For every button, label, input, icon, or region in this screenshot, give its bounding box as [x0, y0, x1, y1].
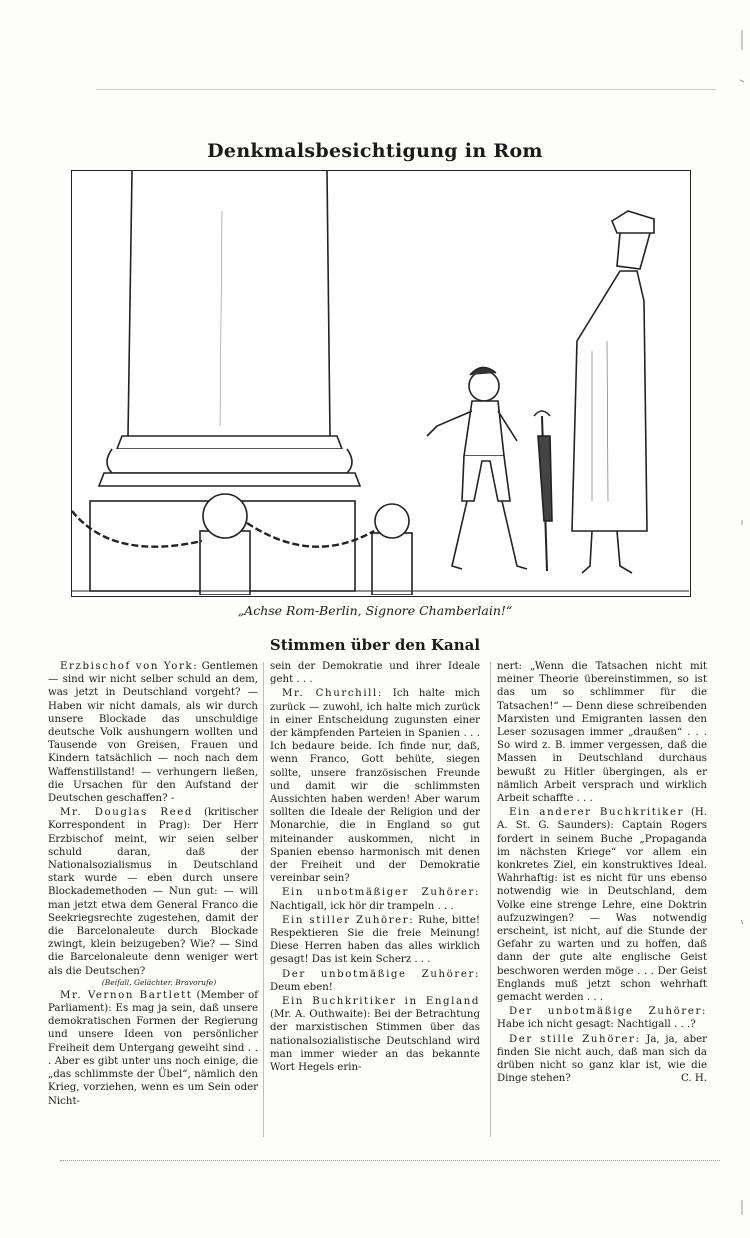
scan-margin-marks	[736, 20, 748, 1220]
bottom-rule	[60, 1160, 720, 1161]
column-2	[270, 660, 480, 1075]
paragraph-text: nert: „Wenn die Tatsachen nicht mit meiner Theorie übereinstimmen, so ist das um so schlimmer für die Tatsachen!“ — Denn diese schreibenden Marxisten und Emigranten lassen den Leser sozusagen immer „draußen“ . . . So wird z. B. immer vergessen, daß die Massen in Deutschland durchaus bewußt zu Hitler übergingen, als er nämlich Arbeit versprach und wirklich Arbeit schaffte . . .	[497, 661, 707, 805]
paragraph-text: (H. A. St. G. Saunders): Captain Rogers fordert in seinem Buche „Propaganda im nächsten Kriege“ vor allem ein konkretes Ziel, ein konstruktives Ideal. Wahrhaftig: ist es nicht für uns ebenso notwendig wie in Deutschland, dem Volke eine strenge Lehre, eine Doktrin aufzuzwingen? — Was notwendig erscheint, ist nicht, auf die Stunde der Gefahr zu warten und zu hoffen, daß dann der gute alte englische Geist beschworen werden möge . . . Der Geist Englands muß jetzt schon wehrhaft gemacht werden . . .	[497, 807, 707, 1004]
speaker-name: Mr. Douglas Reed	[60, 807, 194, 819]
speaker-name: Mr. Churchill:	[282, 688, 383, 700]
cartoon-drawing	[72, 171, 689, 595]
paragraph	[48, 660, 258, 805]
paragraph	[270, 886, 480, 912]
speaker-name: Der unbotmäßige Zuhörer:	[509, 1006, 707, 1018]
cartoon-caption: „Achse Rom-Berlin, Signore Chamberlain!“	[237, 603, 513, 618]
paragraph	[497, 1033, 707, 1086]
paragraph	[270, 660, 480, 686]
paragraph-text: Habe ich nicht gesagt: Nachtigall . . .?	[497, 1019, 696, 1031]
paragraph	[48, 989, 258, 1108]
speaker-name: Ein Buchkritiker in England	[282, 996, 480, 1008]
column-divider	[263, 662, 264, 1137]
speaker-name: Erzbischof von York:	[60, 661, 199, 672]
paragraph	[270, 687, 480, 885]
paragraph-text: sein der Demokratie und ihrer Ideale geht . . .	[270, 661, 480, 686]
paragraph-text: Nachtigall, ick hör dir trampeln . . .	[270, 900, 454, 912]
audience-note: (Beifall, Gelächter, Bravorufe)	[101, 977, 217, 987]
paragraph-text: Ja, ja, aber finden Sie nicht auch, daß man sich da drüben nicht so ganz klar ist, wie die Dinge stehen?	[497, 1033, 707, 1085]
paragraph	[270, 968, 480, 994]
paragraph	[270, 995, 480, 1074]
column-3	[497, 660, 707, 1087]
paragraph-text: (kritischer Korrespondent in Prag): Der Herr Erzbischof meint, wir seien selber schuld daran, daß der Nationalsozialismus in Deutschland stark wurde — eben durch unsere Blockademethoden — Nun gut: — will man jetzt etwa dem General Franco die Seekriegsrechte zugestehen, damit der die Barcelonaleute durch Blockade zwingt, klein beizugeben? Wie? — Sind die Barcelonaleute denn weniger wert als die Deutschen?	[48, 807, 258, 977]
paragraph-text: Gentlemen— sind wir nicht selber schuld an dem, was jetzt in Deutschland vorgeht? — Haben wir nicht damals, als wir durch unsere Blockade das unschuldige deutsche Volk aushungern wollten und Tausende von Greisen, Frauen und Kindern tatsächlich — noch nach dem Waffenstillstand! — verhungern ließen, die Ursachen für den Aufstand der Deutschen geschaffen? -	[48, 661, 258, 805]
paragraph-text: (Mr. A. Outhwaite): Bei der Betrachtung der marxistischen Stimmen über das nationalsozialistische Deutschland wird man immer wieder an das bekannte Wort Hegels erin-	[270, 1009, 480, 1074]
speaker-name: Mr. Vernon Bartlett	[60, 989, 193, 1001]
top-rule	[96, 89, 716, 90]
page-title: Denkmalsbesichtigung in Rom	[207, 140, 543, 162]
speaker-name: Ein stiller Zuhörer:	[282, 914, 415, 926]
paragraph-text: Ruhe, bitte! Respektieren Sie die freie Meinung! Diese Herren haben das alles wirklich gesagt! Das ist kein Scherz . . .	[270, 914, 480, 966]
speaker-name: Der stille Zuhörer:	[509, 1033, 641, 1045]
author-signature: C. H.	[680, 1073, 707, 1085]
paragraph-text: (Member of Parliament): Es mag ja sein, daß unsere demokratischen Formen der Regierung und unsere Ideen von persönlicher Freiheit dem Untergang geweiht sind . . . Aber es gibt unter uns noch einige, die „das schlimmste der Übel“, nämlich den Krieg, vorziehen, wenn es um Sein oder Nicht-	[48, 989, 258, 1107]
paragraph	[497, 1005, 707, 1031]
cartoon-illustration	[71, 170, 691, 597]
speaker-name: Der unbotmäßige Zuhörer:	[282, 968, 480, 980]
paragraph	[497, 660, 707, 805]
paragraph-text: Ich halte mich zurück — zuwohl, ich halte mich zurück in einer Entscheidung zugunsten einer der kämpfenden Parteien in Spanien . . . Ich bedaure beide. Ich finde nur, daß, wenn Franco, Gott behüte, siegen sollte, unsere französischen Freunde und damit wir die schlimmsten Aussichten haben werden! Aber warum sollten die Ideale der Religion und der Monarchie, die in England so gut miteinander auskommen, nicht in Spanien ebenso harmonisch mit denen der Freiheit und der Demokratie vereinbar sein?	[270, 688, 480, 885]
column-divider	[490, 662, 491, 1137]
article-headline: Stimmen über den Kanal	[269, 636, 481, 654]
paragraph	[270, 914, 480, 967]
speaker-name: Ein anderer Buchkritiker	[509, 807, 685, 819]
paragraph	[48, 806, 258, 988]
speaker-name: Ein unbotmäßiger Zuhörer:	[282, 887, 480, 899]
paragraph	[497, 806, 707, 1004]
paragraph-text: Deum eben!	[270, 981, 333, 993]
column-1	[48, 660, 258, 1109]
